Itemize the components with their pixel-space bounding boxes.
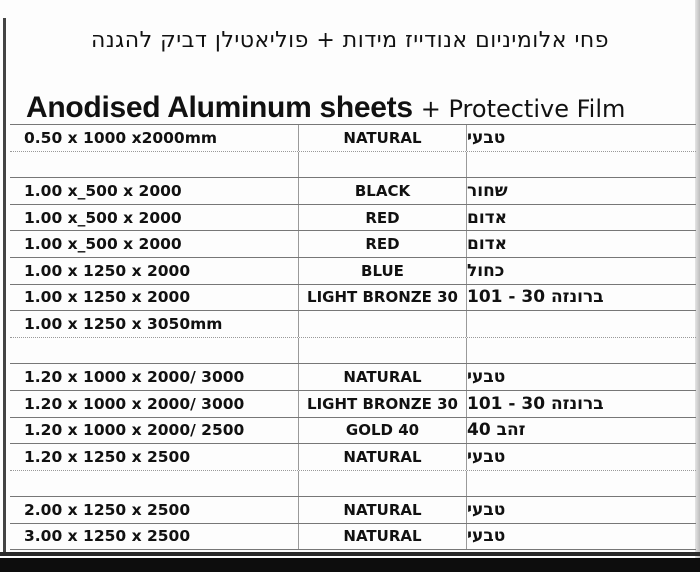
color-cell: LIGHT BRONZE 30 xyxy=(298,285,466,311)
size-cell: 1.00 x_500 x 2000 xyxy=(24,235,182,254)
size-cell: 1.00 x 1250 x 3050mm xyxy=(24,314,223,333)
hebrew-color-cell: טבעי xyxy=(466,444,696,470)
color-cell: RED xyxy=(298,205,466,231)
size-cell: 2.00 x 1250 x 2500 xyxy=(24,501,191,520)
hebrew-color-cell: טבעי xyxy=(466,364,696,390)
size-cell: 1.20 x 1250 x 2500 xyxy=(24,447,191,466)
price-table xyxy=(10,124,696,550)
color-cell: LIGHT BRONZE 30 xyxy=(298,391,466,417)
size-cell: 1.20 x 1000 x 2000/ 2500 xyxy=(24,421,245,440)
size-cell: 1.00 x 1250 x 2000 xyxy=(24,288,191,307)
table-row xyxy=(10,177,696,204)
size-cell xyxy=(10,471,298,497)
table-row xyxy=(10,390,696,417)
hebrew-color-cell: ברונזה 30 - 101 xyxy=(466,391,696,417)
table-row xyxy=(10,523,696,550)
color-cell xyxy=(298,471,466,497)
hebrew-color-cell: טבעי xyxy=(466,125,696,151)
table-row xyxy=(10,124,696,151)
size-cell: 1.00 x 1250 x 2000 xyxy=(24,261,191,280)
color-cell xyxy=(298,152,466,178)
size-cell: 1.20 x 1000 x 2000/ 3000 xyxy=(24,394,245,413)
hebrew-color-cell: ברונזה 30 - 101 xyxy=(466,285,696,311)
table-row xyxy=(10,363,696,390)
color-cell: NATURAL xyxy=(298,497,466,523)
table-row xyxy=(10,257,696,284)
table-row xyxy=(10,443,696,470)
table-row xyxy=(10,284,696,311)
size-cell: 1.20 x 1000 x 2000/ 3000 xyxy=(24,368,245,387)
hebrew-color-cell: כחול xyxy=(466,258,696,284)
color-cell: RED xyxy=(298,231,466,257)
hebrew-color-cell: זהב 40 xyxy=(466,418,696,444)
hebrew-color-cell: אדום xyxy=(466,205,696,231)
page-left-border xyxy=(3,18,6,553)
hebrew-color-cell xyxy=(466,471,696,497)
color-cell xyxy=(298,338,466,364)
color-cell: BLUE xyxy=(298,258,466,284)
hebrew-color-cell xyxy=(466,311,696,337)
table-row xyxy=(10,230,696,257)
hebrew-color-cell xyxy=(466,338,696,364)
page-bottom-edge xyxy=(0,552,700,556)
table-row xyxy=(10,204,696,231)
title-suffix: + Protective Film xyxy=(420,95,626,123)
hebrew-color-cell xyxy=(466,152,696,178)
color-cell: NATURAL xyxy=(298,444,466,470)
hebrew-heading: פחי אלומיניום אנודייז מידות + פוליאטילן דביק להגנה xyxy=(90,28,610,53)
size-cell: 3.00 x 1250 x 2500 xyxy=(24,527,191,546)
table-row xyxy=(10,417,696,444)
hebrew-color-cell: טבעי xyxy=(466,497,696,523)
color-cell xyxy=(298,311,466,337)
title-main: Anodised Aluminum sheets xyxy=(26,91,413,124)
hebrew-color-cell: שחור xyxy=(466,178,696,204)
document-title xyxy=(26,88,696,128)
color-cell: NATURAL xyxy=(298,125,466,151)
scan-bottom-band xyxy=(0,558,700,572)
hebrew-color-cell: טבעי xyxy=(466,524,696,549)
color-cell: NATURAL xyxy=(298,364,466,390)
color-cell: GOLD 40 xyxy=(298,418,466,444)
color-cell: BLACK xyxy=(298,178,466,204)
table-row-blank xyxy=(10,151,696,178)
size-cell: 0.50 x 1000 x2000mm xyxy=(24,128,218,147)
size-cell xyxy=(10,152,298,178)
size-cell: 1.00 x_500 x 2000 xyxy=(24,208,182,227)
table-row-blank xyxy=(10,337,696,364)
table-row xyxy=(10,496,696,523)
table-row xyxy=(10,310,696,337)
hebrew-color-cell: אדום xyxy=(466,231,696,257)
size-cell: 1.00 x_500 x 2000 xyxy=(24,181,182,200)
color-cell: NATURAL xyxy=(298,524,466,549)
size-cell xyxy=(10,338,298,364)
table-row-blank xyxy=(10,470,696,497)
